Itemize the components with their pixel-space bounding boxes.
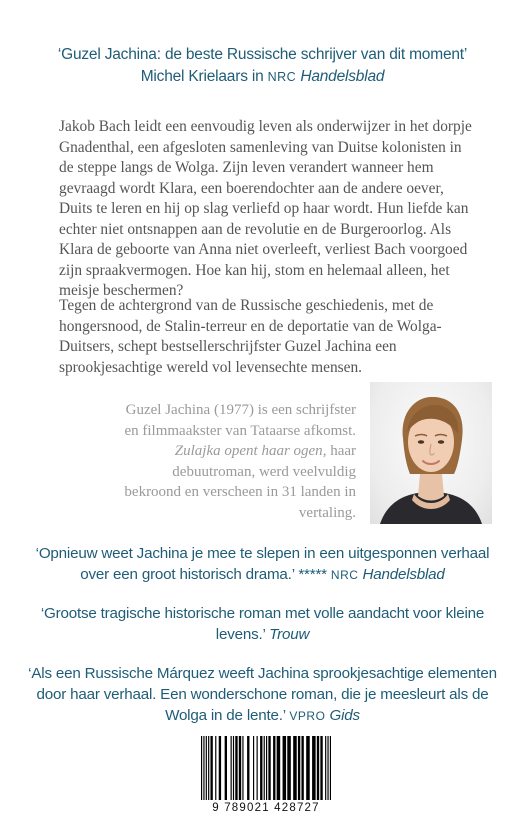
author-debut-title: Zulajka opent haar ogen — [174, 443, 323, 459]
barcode-bars — [195, 734, 337, 802]
author-bio — [120, 400, 356, 523]
barcode-bar — [201, 736, 202, 800]
isbn-barcode — [195, 734, 337, 820]
review-source-abbr: VPRO — [289, 709, 326, 723]
author-bio-rest: , haar debuutroman, werd veelvuldig bekroond en verscheen in 31 landen in vertaling. — [124, 443, 356, 521]
review-quote-3 — [20, 663, 505, 727]
barcode-bar — [320, 736, 322, 800]
attribution-name: Michel Krielaars in — [140, 68, 268, 85]
barcode-bar — [301, 736, 303, 800]
barcode-bar — [247, 736, 249, 800]
barcode-bar — [312, 736, 316, 800]
blurb-paragraph-2: Tegen de achtergrond van de Russische geschiedenis, met de hongersnood, de Stalin-terreur en de deportatie van de Wolga-Duitsers, schept bestsellerschrijfster Guzel Jachina een sprookjesachtige wereld vol levensechte mensen. — [59, 297, 442, 376]
blurb-paragraph-1: Jakob Bach leidt een eenvoudig leven als onderwijzer in het dorpje Gnadenthal, een afgesloten samenleving van Duitse kolonisten in de steppe langs de Wolga. Zijn leven verandert wanneer hem gevraagd wordt Klara, een boerendochter aan de andere oever, Duits te leren en hij op slag verliefd op haar wordt. Hun liefde kan echter niet ontsnappen aan de revolutie en de Burgeroorlog. Als Klara de geboorte van Anna niet overleeft, verliest Bach voorgoed zijn spraakvermogen. Hoe kan hij, stom en helemaal alleen, het meisje beschermen? — [59, 118, 472, 299]
barcode-bar — [327, 736, 328, 800]
attribution-newspaper-name: Handelsblad — [300, 68, 385, 85]
review-text: ‘Grootse tragische historische roman met volle aandacht voor kleine levens.’ — [40, 605, 485, 643]
barcode-bar — [235, 736, 237, 800]
barcode-bar — [239, 736, 241, 800]
barcode-bar — [293, 736, 297, 800]
barcode-bar — [260, 736, 262, 800]
barcode-bar — [325, 736, 326, 800]
barcode-bar — [257, 736, 258, 800]
review-source-name: Trouw — [269, 626, 310, 643]
review-text: ‘Opnieuw weet Jachina je mee te slepen in een uitgesponnen verhaal over een groot historisch drama.’ ***** — [35, 545, 490, 583]
barcode-bar — [306, 736, 310, 800]
barcode-bar — [203, 736, 204, 800]
barcode-bar — [210, 736, 212, 800]
barcode-bar — [298, 736, 300, 800]
barcode-bar — [206, 736, 207, 800]
isbn-number: 9 789021 428727 — [212, 802, 320, 814]
review-text: ‘Als een Russische Márquez weeft Jachina sprookjesachtige elementen door haar verhaal. Een wonderschone roman, die je meesleurt als de Wolga in de lente.’ — [28, 665, 497, 724]
barcode-bar — [219, 736, 221, 800]
barcode-bar — [287, 736, 291, 800]
top-quote — [20, 44, 505, 88]
review-source-name: Gids — [329, 707, 360, 724]
barcode-bar — [225, 736, 227, 800]
barcode-bar — [242, 736, 243, 800]
author-portrait-illustration — [370, 382, 492, 524]
barcode-bar — [233, 736, 234, 800]
barcode-bar — [231, 736, 232, 800]
review-source-name: Handelsblad — [362, 566, 445, 583]
barcode-bar — [283, 736, 287, 800]
barcode-bar — [268, 736, 270, 800]
barcode-bar — [277, 736, 281, 800]
barcode-bar — [253, 736, 254, 800]
barcode-bar — [317, 736, 319, 800]
review-quote-1 — [20, 543, 505, 586]
barcode-bar — [266, 736, 267, 800]
author-photo — [370, 382, 492, 524]
barcode-bar — [330, 736, 331, 800]
barcode-bar — [264, 736, 265, 800]
barcode-bar — [215, 736, 216, 800]
top-quote-text: ‘Guzel Jachina: de beste Russische schrijver van dit moment’ — [57, 46, 468, 63]
review-source-abbr: NRC — [330, 568, 359, 582]
author-bio-intro: Guzel Jachina (1977) is een schrijfster en filmmaakster van Tataarse afkomst. — [124, 402, 356, 439]
barcode-bar — [273, 736, 275, 800]
barcode-bar — [208, 736, 209, 800]
review-quote-2 — [20, 603, 505, 645]
top-quote-attribution — [20, 66, 505, 88]
attribution-newspaper-abbr: NRC — [267, 70, 297, 84]
